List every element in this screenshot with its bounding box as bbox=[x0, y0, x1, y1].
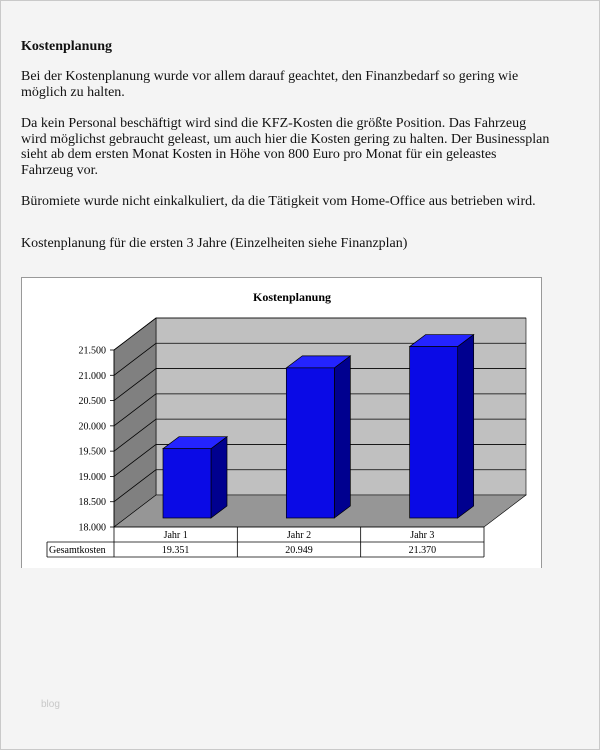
chart-side-wall bbox=[114, 318, 156, 527]
x-category-label: Jahr 1 bbox=[163, 530, 188, 541]
y-tick-label: 21.000 bbox=[78, 370, 106, 382]
x-category-label: Jahr 2 bbox=[286, 530, 312, 541]
series-name-label: Gesamtkosten bbox=[49, 545, 106, 556]
paragraph-vehicle-costs: Da kein Personal beschäftigt wird sind die KFZ-Kosten die größte Position. Das Fahrzeug wird möglichst gebraucht geleast, um auch hier die Kosten gering zu halten. Der Businessplan sieht ab dem ersten Monat Kosten in Höhe von 800 Euro pro Monat für ein geleastes Fahrzeug vor. bbox=[21, 116, 550, 178]
y-tick-label: 19.000 bbox=[78, 471, 106, 483]
chart-frame bbox=[21, 277, 542, 568]
bar-front bbox=[163, 449, 211, 518]
cost-chart bbox=[22, 278, 541, 568]
bar-front bbox=[286, 368, 334, 518]
y-tick-label: 19.500 bbox=[78, 446, 106, 458]
y-tick-label: 18.000 bbox=[78, 522, 106, 534]
chart-caption: Kostenplanung für die ersten 3 Jahre (Einzelheiten siehe Finanzplan) bbox=[21, 235, 408, 251]
y-tick-label: 20.500 bbox=[78, 396, 106, 408]
section-heading: Kostenplanung bbox=[21, 39, 113, 54]
bar-side bbox=[458, 335, 474, 518]
y-tick-label: 20.000 bbox=[78, 421, 106, 433]
y-tick-label: 18.500 bbox=[78, 497, 106, 509]
bar-side bbox=[211, 437, 227, 518]
chart-title: Kostenplanung bbox=[252, 290, 332, 304]
bar-side bbox=[334, 356, 350, 518]
y-tick-label: 21.500 bbox=[78, 345, 106, 357]
x-category-label: Jahr 3 bbox=[410, 530, 435, 541]
document-body bbox=[21, 39, 551, 252]
data-value-label: 21.370 bbox=[408, 545, 437, 556]
watermark: blog bbox=[41, 699, 60, 710]
data-value-label: 20.949 bbox=[285, 545, 313, 556]
paragraph-office-rent: Büromiete wurde nicht einkalkuliert, da die Tätigkeit vom Home-Office aus betrieben wird. bbox=[21, 194, 536, 209]
bar-front bbox=[410, 347, 458, 518]
data-value-label: 19.351 bbox=[161, 545, 190, 556]
paragraph-intro: Bei der Kostenplanung wurde vor allem darauf geachtet, den Finanzbedarf so gering wie möglich zu halten. bbox=[21, 69, 519, 100]
